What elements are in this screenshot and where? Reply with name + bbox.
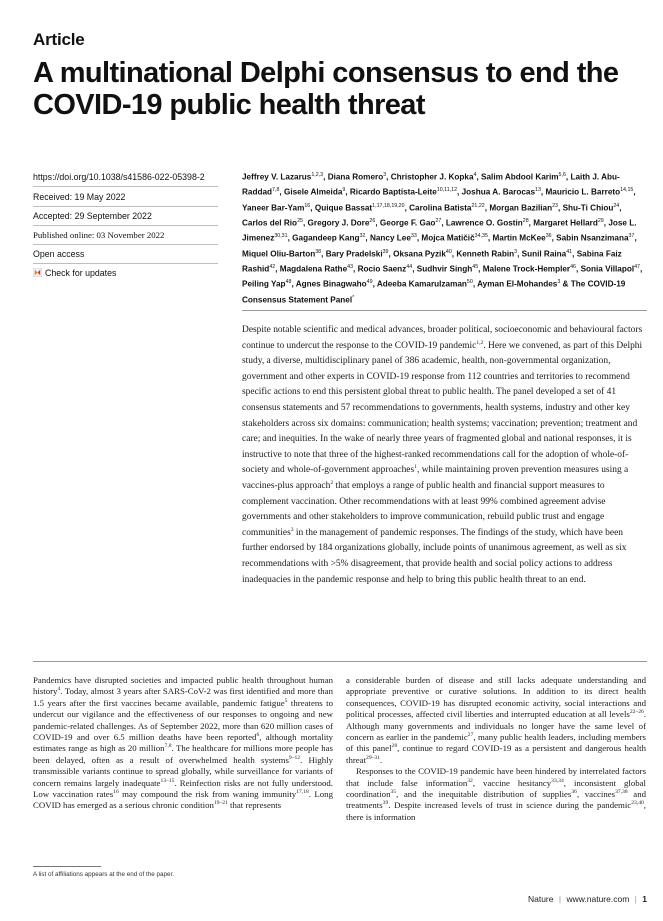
footnote-rule — [33, 866, 101, 867]
author-separator: , — [323, 172, 328, 182]
author-name[interactable]: Quique Bassat — [314, 203, 373, 213]
author-name[interactable]: Bary Pradelski — [325, 249, 383, 259]
author-separator: , — [619, 203, 622, 213]
author-separator: , — [388, 249, 394, 259]
author-name[interactable]: Martin McKee — [492, 234, 546, 244]
footer-separator: | — [558, 894, 562, 904]
author-separator: , — [275, 264, 280, 274]
citation-marker: 3 — [290, 526, 294, 533]
author-name[interactable]: Yaneer Bar-Yam — [242, 203, 305, 213]
citation-marker: 4 — [57, 686, 61, 693]
author-name[interactable]: Kenneth Rabin — [456, 249, 515, 259]
author-separator: , — [310, 203, 315, 213]
author-affiliation-marker: 7,8 — [272, 187, 280, 194]
author-name[interactable]: Sabin Nsanzimana — [556, 234, 629, 244]
published-date: Published online: 03 November 2022 — [33, 230, 165, 240]
author-list — [242, 169, 647, 307]
author-separator: , — [441, 218, 446, 228]
text-run: that employs a range of public health and financial support measures to complement vaccination. Other recommendations with at least 99% combined agreement advise governments and other stakeholders to improve communication, rebuild public trust and engage communities — [242, 480, 606, 538]
author-name[interactable]: Diana Romero — [327, 172, 384, 182]
text-run: a considerable burden of disease and still lacks adequate understanding and appropriate preventive or curative solutions. In addition to its direct health consequences, COVID-19 has disrupted economic activity, social interactions and political processes, affected civil liberties and interrupted education at all levels — [346, 675, 646, 720]
text-run: , many public health leaders, including members of this panel — [346, 732, 646, 754]
author-name[interactable]: Lawrence O. Gostin — [445, 218, 523, 228]
author-name[interactable]: Jose L. Jimenez — [242, 218, 637, 244]
meta-divider — [33, 186, 218, 187]
author-name[interactable]: Laith J. Abu-Raddad — [242, 172, 620, 198]
author-name[interactable]: Sudhvir Singh — [416, 264, 473, 274]
citation-marker: 32 — [467, 777, 473, 784]
author-separator: , — [302, 218, 308, 228]
author-affiliation-marker: 47 — [634, 263, 641, 270]
journal-website[interactable]: www.nature.com — [566, 894, 630, 904]
author-separator: , — [633, 188, 636, 198]
author-separator: , — [287, 234, 293, 244]
text-run: , although mortality estimates range as high as 20 million — [33, 732, 333, 754]
abstract — [242, 323, 647, 588]
text-run: , vaccine hesitancy — [472, 777, 552, 788]
text-run: . Reinfection risks are not fully understood. Low vaccination rates — [33, 777, 334, 800]
check-updates-button[interactable] — [33, 267, 116, 279]
meta-divider — [33, 244, 218, 245]
author-separator: , — [640, 264, 643, 274]
author-separator: , — [572, 249, 577, 259]
affiliations-footnote: A list of affiliations appears at the end of the paper. — [33, 871, 174, 878]
page-number: 1 — [642, 894, 647, 904]
citation-marker: 36 — [571, 789, 577, 796]
author-affiliation-marker: 9 — [342, 187, 346, 194]
text-run: may compound the risk from waning immunity — [118, 789, 297, 800]
author-separator: , — [476, 172, 482, 182]
author-affiliation-marker: 45 — [472, 263, 479, 270]
text-run: , vaccines — [576, 789, 616, 800]
author-separator: , — [353, 264, 358, 274]
citation-marker: 1 — [414, 464, 417, 471]
body-column-left — [33, 675, 333, 812]
author-separator: , — [404, 203, 410, 213]
text-run: in the management of pandemic responses. The findings of the study, which have been further endorsed by 184 organizations globally, include points of unanimous agreement, as well as six recommendations with >5% disagreement, that provide health and social policy actions to address inadequacies in the pandemic response and help to bring this public health threat to an end. — [242, 527, 627, 585]
author-name[interactable]: Oksana Pyzik — [393, 249, 446, 259]
meta-divider — [33, 263, 218, 264]
author-separator: , — [576, 264, 581, 274]
text-run: threatens to undercut our vigilance and the effectiveness of our responses to ongoing and new pandemic-related challenges. As of September 2022, more than 620 million cases of COVID-19 and over 6.5 million deaths have been reported — [33, 697, 333, 743]
doi-link[interactable]: https://doi.org/10.1038/s41586-022-05398-2 — [33, 172, 205, 182]
author-separator: , — [412, 264, 417, 274]
author-affiliation-marker: 37 — [628, 233, 635, 240]
citation-marker: 16 — [113, 789, 119, 796]
article-type-label: Article — [33, 30, 85, 49]
author-separator: , — [484, 203, 490, 213]
author-name[interactable]: The COVID-19 Consensus Statement Panel — [242, 280, 626, 305]
author-separator: , — [472, 280, 478, 290]
author-affiliation-marker: 21,22 — [471, 202, 485, 209]
text-run: , while maintaining proven prevention measures using a vaccines-plus approach — [242, 465, 629, 491]
citation-marker: 9–12 — [288, 754, 301, 761]
crossmark-icon — [33, 268, 42, 277]
author-name[interactable]: Mauricio L. Barreto — [545, 188, 621, 198]
author-affiliation-marker: 3 — [514, 248, 518, 255]
author-name[interactable]: Christopher J. Kopka — [390, 172, 474, 182]
citation-marker: 27 — [467, 732, 474, 739]
author-name[interactable]: Nancy Lee — [369, 234, 411, 244]
citation-marker: 5 — [284, 697, 288, 704]
author-separator: , — [551, 234, 557, 244]
citation-marker: 7,8 — [164, 743, 172, 750]
footer-separator: | — [634, 894, 637, 904]
author-name[interactable]: Ayman El-Mohandes — [477, 280, 558, 290]
author-affiliation-marker: 49 — [366, 279, 373, 286]
meta-divider — [33, 206, 218, 207]
author-name[interactable]: George F. Gao — [379, 218, 436, 228]
received-date: Received: 19 May 2022 — [33, 192, 126, 202]
citation-marker: 33,34 — [551, 777, 564, 784]
author-affiliation-marker: 3 — [557, 279, 561, 286]
author-name[interactable]: Sonia Villapol — [580, 264, 635, 274]
author-name[interactable]: Margaret Hellard — [533, 218, 598, 228]
author-separator: , — [375, 218, 380, 228]
text-run: . Today, almost 3 years after SARS-CoV-2 was first identified and more than 1.5 years after the first vaccines became available, pandemic fatigue — [33, 686, 333, 708]
citation-marker: 17,18 — [296, 789, 309, 796]
abstract-top-rule — [242, 310, 647, 311]
citation-marker: 19–21 — [213, 800, 228, 807]
text-run: . The healthcare for millions more people has been delayed, often as a result of overwhelmed health systems — [33, 743, 333, 765]
author-affiliation-marker: 33 — [410, 233, 417, 240]
author-separator: & — [560, 280, 571, 290]
author-separator: , — [321, 249, 326, 259]
open-access-label: Open access — [33, 249, 85, 259]
author-name[interactable]: Morgan Bazilian — [489, 203, 553, 213]
author-separator: , — [565, 172, 571, 182]
author-name[interactable]: Carlos del Rio — [242, 218, 298, 228]
body-paragraph — [346, 675, 646, 766]
text-run: Pandemics have disrupted societies and impacted public health throughout human history — [33, 675, 333, 697]
journal-name: Nature — [527, 894, 554, 904]
author-separator: , — [603, 218, 609, 228]
citation-marker: 37,38 — [615, 789, 628, 796]
author-affiliation-marker: 26 — [369, 217, 376, 224]
author-separator: , — [416, 234, 422, 244]
author-separator: , — [345, 188, 350, 198]
author-affiliation-marker: 5,6 — [558, 172, 566, 178]
author-name[interactable]: Agnes Binagwaho — [295, 280, 367, 290]
text-run: and treatments — [346, 789, 646, 811]
author-name[interactable]: Jeffrey V. Lazarus — [242, 172, 312, 182]
text-run: that represents — [227, 800, 282, 811]
citation-marker: 13–15 — [160, 777, 175, 784]
text-run: . Although many governments and individuals no longer have the same level of concern as earlier in the pandemic — [346, 709, 646, 743]
author-name[interactable]: Salim Abdool Karim — [481, 172, 559, 182]
author-separator: , — [457, 188, 462, 198]
author-affiliation-marker: 24 — [613, 202, 620, 209]
citation-marker: 6 — [256, 732, 260, 739]
text-run: . — [380, 754, 383, 765]
author-affiliation-marker: 44 — [406, 263, 413, 270]
author-name[interactable]: Carolina Batista — [409, 203, 472, 213]
text-run: , inconsistent global coordination — [346, 777, 646, 800]
author-affiliation-marker: 40 — [445, 248, 452, 255]
author-affiliation-marker: 38 — [315, 248, 322, 255]
author-affiliation-marker: 36 — [545, 233, 552, 240]
text-run: Responses to the COVID-19 pandemic have been hindered by interrelated factors that include false information — [346, 766, 646, 788]
body-top-rule — [33, 661, 647, 662]
author-name[interactable]: Gregory J. Dore — [307, 218, 370, 228]
citation-marker: 28 — [391, 743, 398, 750]
author-affiliation-marker: 1,2,3 — [311, 172, 324, 178]
author-separator: , — [634, 234, 637, 244]
citation-marker: 22–26 — [629, 709, 644, 716]
text-run: , and the inequitable distribution of supplies — [396, 789, 572, 800]
text-run: . Highly transmissible variants continue to spread globally, while surveillance for variants of concern remains largely inadequate — [33, 754, 333, 788]
page-footer — [528, 894, 647, 904]
author-affiliation-marker: * — [352, 294, 355, 301]
body-paragraph — [33, 675, 333, 812]
body-column-right — [346, 675, 646, 823]
author-affiliation-marker: 16 — [304, 202, 311, 209]
citation-marker: 35 — [390, 789, 397, 796]
author-affiliation-marker: 3 — [383, 172, 387, 178]
citation-marker: 39 — [382, 800, 389, 807]
author-affiliation-marker: 42 — [269, 263, 276, 270]
author-name[interactable]: Miquel Oliu-Barton — [242, 249, 316, 259]
author-name[interactable]: Adeeba Kamarulzaman — [376, 280, 467, 290]
author-name[interactable]: Sabina Faiz Rashid — [242, 249, 622, 274]
author-affiliation-marker: 25 — [297, 217, 303, 224]
author-affiliation-marker: 48 — [285, 279, 292, 286]
author-affiliation-marker: 34,35 — [474, 233, 488, 240]
author-separator: , — [528, 218, 534, 228]
author-separator: , — [365, 234, 370, 244]
author-separator: , — [279, 188, 284, 198]
author-affiliation-marker: 50 — [466, 279, 473, 286]
text-run: . Here we convened, as part of this Delphi study, a diverse, multidisciplinary panel of 386 academic, health, non-governmental organization, government and other experts in COVID-19 response from 112 countries and territories to recommend specific actions to end this persistent global threat to public health. The panel developed a set of 41 consensus statements and 57 recommendations to governments, health systems, industry and other key stakeholders across six domains: communication; health systems; vaccination; prevention; treatment and care; and inequities. In the wake of nearly three years of fragmented global and national responses, it is instructive to note that three of the highest-ranked recommendations call for the adoption of whole-of-society and whole-of-government approaches — [242, 340, 643, 476]
author-affiliation-marker: 14,15 — [620, 187, 634, 194]
author-affiliation-marker: 43 — [347, 263, 354, 270]
article-title: A multinational Delphi consensus to end the COVID-19 public health threat — [33, 57, 619, 121]
author-name[interactable]: Sunil Raina — [521, 249, 567, 259]
author-affiliation-marker: 28 — [522, 217, 529, 224]
text-run: . Long COVID has emerged as a serious chronic condition — [33, 789, 333, 811]
author-name[interactable]: Ricardo Baptista-Leite — [349, 188, 437, 198]
author-affiliation-marker: 41 — [566, 248, 573, 255]
author-affiliation-marker: 39 — [382, 248, 389, 255]
author-separator: , — [487, 234, 493, 244]
citation-marker: 2 — [330, 479, 334, 486]
author-affiliation-marker: 46 — [570, 263, 576, 270]
text-run: Despite notable scientific and medical advances, broader political, socioeconomic and behavioural factors continue to undercut the response to the COVID-19 pandemic — [242, 325, 643, 351]
author-name[interactable]: Shu-Ti Chiou — [562, 203, 614, 213]
author-affiliation-marker: 23 — [552, 202, 558, 209]
author-name[interactable]: Peiling Yap — [242, 280, 286, 290]
text-run: , continue to regard COVID-19 as a persistent and dangerous health threat — [346, 743, 646, 765]
author-name[interactable]: Gagandeep Kang — [292, 234, 360, 244]
author-name[interactable]: Gisele Almeida — [283, 188, 343, 198]
accepted-date: Accepted: 29 September 2022 — [33, 211, 152, 221]
author-separator: , — [291, 280, 296, 290]
author-separator: , — [386, 172, 391, 182]
author-name[interactable]: Rocio Saenz — [357, 264, 407, 274]
author-name[interactable]: Joshua A. Barocas — [461, 188, 536, 198]
author-affiliation-marker: 1,17,18,19,20 — [372, 202, 405, 209]
author-affiliation-marker: 27 — [435, 217, 442, 224]
author-separator: , — [558, 203, 563, 213]
citation-marker: 29–31 — [366, 754, 381, 761]
author-name[interactable]: Magdalena Rathe — [279, 264, 348, 274]
author-separator: , — [478, 264, 483, 274]
citation-marker: 1,2 — [476, 339, 484, 346]
author-separator: , — [451, 249, 457, 259]
author-name[interactable]: Malene Trock-Hempler — [482, 264, 571, 274]
author-separator: , — [540, 188, 546, 198]
check-updates-label: Check for updates — [45, 268, 117, 278]
body-paragraph — [346, 766, 646, 823]
text-run: . Despite increased levels of trust in science during the pandemic — [388, 800, 632, 811]
author-separator: , — [517, 249, 522, 259]
author-separator: , — [372, 280, 377, 290]
meta-divider — [33, 225, 218, 226]
author-name[interactable]: Mojca Matičič — [421, 234, 475, 244]
author-affiliation-marker: 10,11,12 — [436, 187, 458, 194]
author-affiliation-marker: 32 — [359, 233, 366, 240]
author-affiliation-marker: 4 — [473, 172, 477, 178]
author-affiliation-marker: 29 — [597, 217, 604, 224]
author-affiliation-marker: 30,31 — [274, 233, 288, 240]
text-run: , there is information — [346, 800, 646, 822]
citation-marker: 23,40 — [631, 800, 644, 807]
author-affiliation-marker: 13 — [535, 187, 541, 194]
